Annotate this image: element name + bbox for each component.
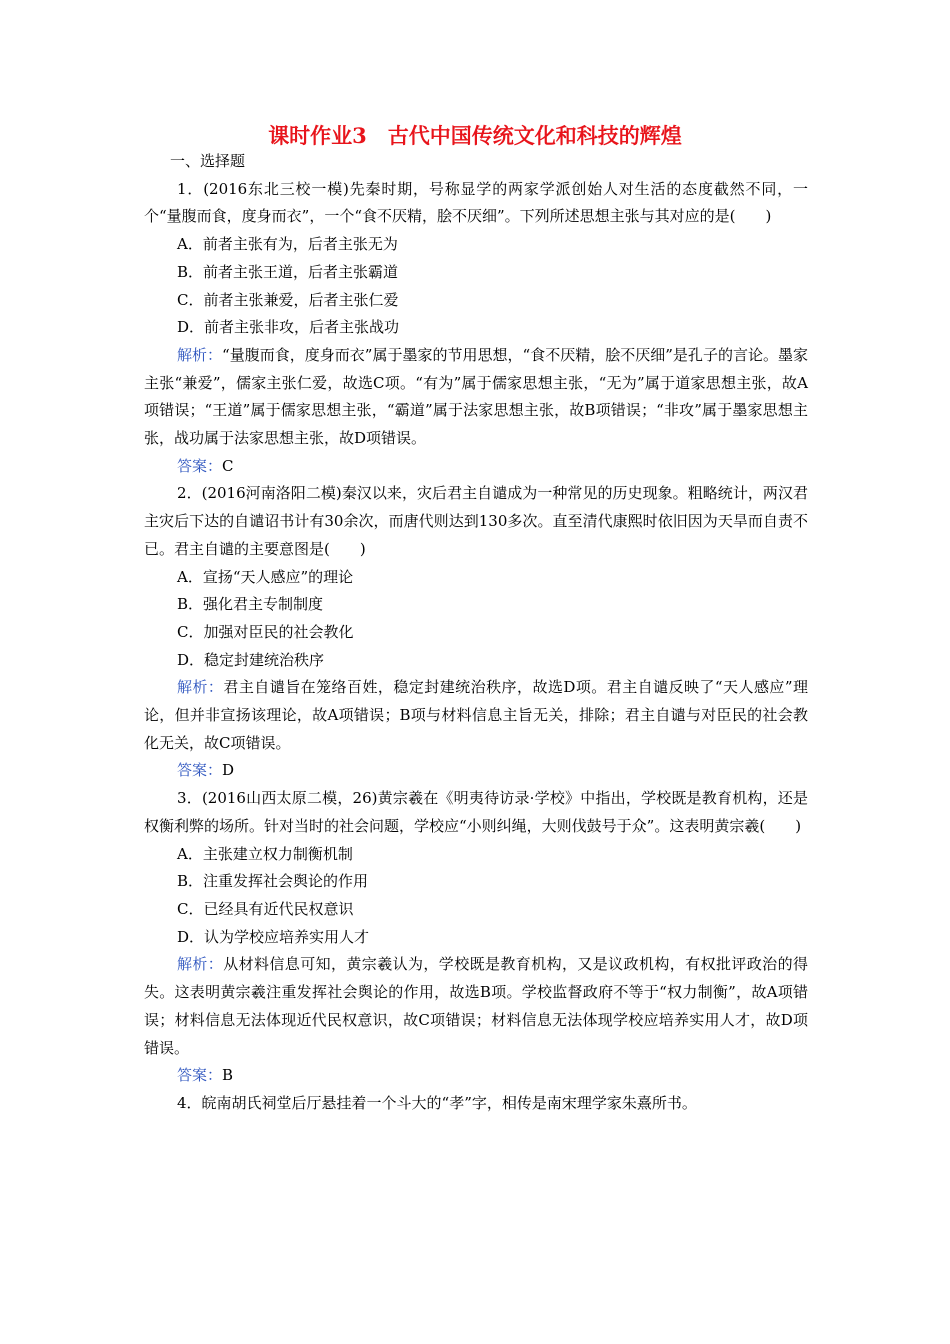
analysis-label: 解析：: [177, 345, 223, 364]
analysis-paragraph: [144, 342, 808, 453]
analysis-text: “量腹而食，度身而衣”属于墨家的节用思想，“食不厌精，脍不厌细”是孔子的言论。墨家主张“兼爱”，儒家主张仁爱，故选C项。“有为”属于儒家思想主张，“无为”属于道家思想主张，故A项错误；“王道”属于儒家思想主张，“霸道”属于法家思想主张，故B项错误；“非攻”属于墨家思想主张，战功属于法家思想主张，故D项错误。: [144, 345, 808, 448]
document-body: [144, 148, 808, 1118]
option-a: A．前者主张有为，后者主张无为: [177, 235, 398, 254]
question-stem: 4．皖南胡氏祠堂后厅悬挂着一个斗大的“孝”字，相传是南宋理学家朱熹所书。: [177, 1093, 697, 1112]
analysis-text: 君主自谴旨在笼络百姓，稳定封建统治秩序，故选D项。君主自谴反映了“天人感应”理论，但并非宣扬该理论，故A项错误；B项与材料信息主旨无关，排除；君主自谴与对臣民的社会教化无关，故C项错误。: [144, 678, 808, 752]
option-d: D．前者主张非攻，后者主张战功: [177, 318, 400, 337]
analysis-text: 从材料信息可知，黄宗羲认为，学校既是教育机构，又是议政机构，有权批评政治的得失。这表明黄宗羲注重发挥社会舆论的作用，故选B项。学校监督政府不等于“权力制衡”，故A项错误；材料信息无法体现近代民权意识，故C项错误；材料信息无法体现学校应培养实用人才，故D项错误。: [144, 955, 808, 1057]
answer-label: 答案：: [177, 1066, 223, 1085]
analysis-label: 解析：: [177, 678, 224, 697]
answer-line: [144, 1062, 808, 1090]
option-d: D．认为学校应培养实用人才: [177, 927, 370, 946]
question-stem: 3．(2016山西太原二模，26)黄宗羲在《明夷待访录·学校》中指出，学校既是教育机构，还是权衡利弊的场所。针对当时的社会问题，学校应“小则纠绳，大则伐鼓号于众”。这表明黄宗羲( ): [144, 789, 808, 835]
answer-line: [144, 757, 808, 785]
answer-label: 答案：: [177, 456, 223, 475]
option-b: B．强化君主专制制度: [177, 595, 324, 614]
option-c: C．加强对臣民的社会教化: [177, 622, 354, 641]
answer-label: 答案：: [177, 761, 223, 780]
answer-value: B: [222, 1066, 234, 1085]
option-b: B．注重发挥社会舆论的作用: [177, 872, 369, 891]
question-stem: 1．(2016东北三校一模)先秦时期，号称显学的两家学派创始人对生活的态度截然不同，一个“量腹而食，度身而衣”，一个“食不厌精，脍不厌细”。下列所述思想主张与其对应的是( ): [144, 179, 808, 226]
page-title: 课时作业3 古代中国传统文化和科技的辉煌: [268, 123, 682, 148]
analysis-paragraph: [144, 951, 808, 1062]
answer-value: C: [222, 456, 234, 475]
option-c: C．前者主张兼爱，后者主张仁爱: [177, 290, 399, 309]
answer-line: [144, 453, 808, 481]
analysis-label: 解析：: [177, 955, 224, 974]
option-a: A．宣扬“天人感应”的理论: [177, 567, 354, 586]
analysis-paragraph: [144, 674, 808, 757]
question-3: [144, 785, 808, 1090]
option-c: C．已经具有近代民权意识: [177, 899, 354, 918]
option-a: A．主张建立权力制衡机制: [177, 844, 353, 863]
section-heading: 一、选择题: [170, 152, 246, 170]
question-1: [144, 176, 808, 481]
question-stem: 2．(2016河南洛阳二模)秦汉以来，灾后君主自谴成为一种常见的历史现象。粗略统计，两汉君主灾后下达的自谴诏书计有30余次，而唐代则达到130多次。直至清代康熙时依旧因为天旱而自责不已。君主自谴的主要意图是( ): [144, 484, 808, 558]
question-2: [144, 480, 808, 785]
option-d: D．稳定封建统治秩序: [177, 650, 325, 669]
answer-value: D: [222, 761, 235, 780]
option-b: B．前者主张王道，后者主张霸道: [177, 262, 399, 281]
question-4: [144, 1090, 808, 1118]
